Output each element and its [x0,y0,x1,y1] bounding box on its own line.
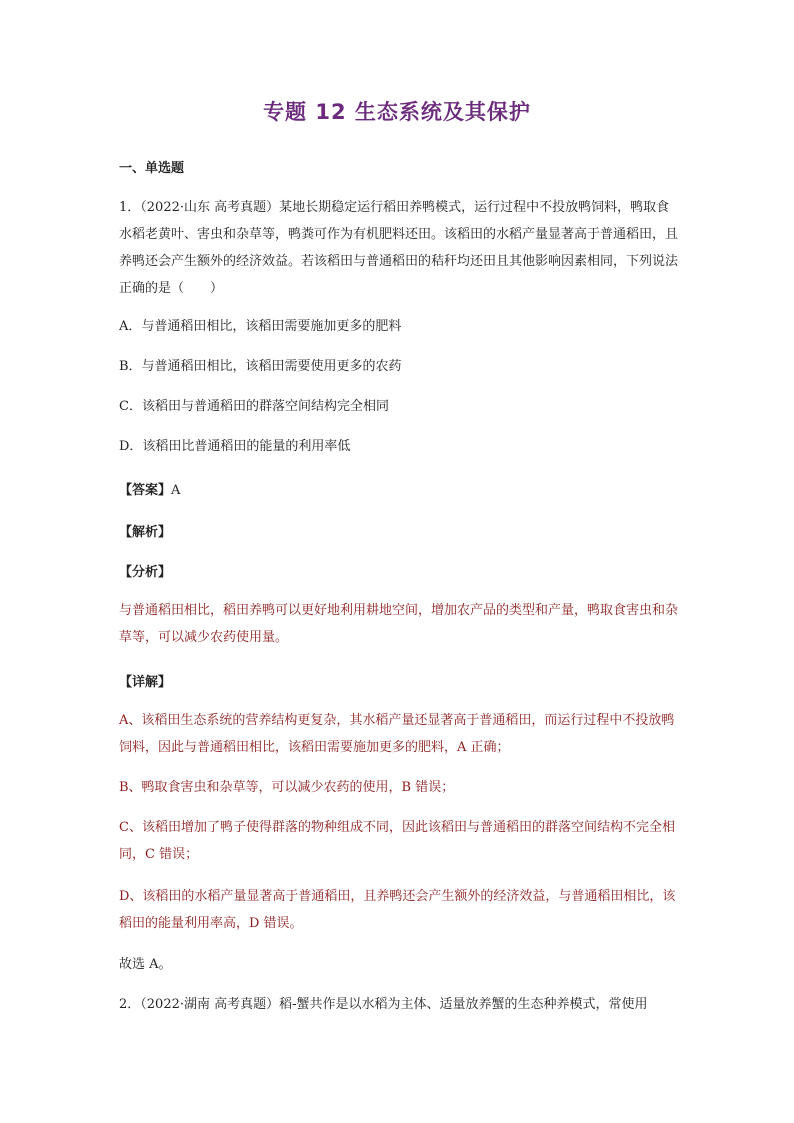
conclusion: 故选 A。 [119,957,172,972]
detail-c: C、该稻田增加了鸭子使得群落的物种组成不同，因此该稻田与普通稻田的群落空间结构不完全相同，C 错误； [119,820,675,862]
analysis-label: 【解析】 [119,525,172,540]
question-2-stem: 2．（2022·湖南 高考真题）稻-蟹共作是以水稻为主体、适量放养蟹的生态种养模式，常使用 [119,997,648,1012]
question-1-stem: 1．（2022·山东 高考真题）某地长期稳定运行稻田养鸭模式，运行过程中不投放鸭饲料，鸭取食水稻老黄叶、害虫和杂草等，鸭粪可作为有机肥料还田。该稻田的水稻产量显著高于普通稻田，且养鸭还会产生额外的经济效益。若该稻田与普通稻田的秸秆均还田且其他影响因素相同，下列说法正确的是（ ） [119,200,679,296]
fenxi-text: 与普通稻田相比，稻田养鸭可以更好地利用耕地空间，增加农产品的类型和产量，鸭取食害虫和杂草等，可以减少农药使用量。 [119,603,679,645]
detail-d: D、该稻田的水稻产量显著高于普通稻田，且养鸭还会产生额外的经济效益，与普通稻田相比，该稻田的能量利用率高，D 错误。 [119,889,676,931]
page-title: 专题 12 生态系统及其保护 [263,100,531,124]
option-d: D．该稻田比普通稻田的能量的利用率低 [119,439,351,454]
detail-a: A、该稻田生态系统的营养结构更复杂，其水稻产量还显著高于普通稻田，而运行过程中不投放鸭饲料，因此与普通稻田相比，该稻田需要施加更多的肥料，A 正确； [119,713,675,755]
option-c: C．该稻田与普通稻田的群落空间结构完全相同 [119,399,389,414]
option-a: A．与普通稻田相比，该稻田需要施加更多的肥料 [119,319,402,334]
answer-line [119,479,180,498]
option-b: B．与普通稻田相比，该稻田需要使用更多的农药 [119,359,402,374]
detail-label: 【详解】 [119,675,172,690]
section-heading: 一、单选题 [119,161,185,176]
fenxi-label: 【分析】 [119,565,172,580]
answer-label: 【答案】 [119,483,172,498]
answer-value: A [171,483,181,498]
detail-b: B、鸭取食害虫和杂草等，可以减少农药的使用，B 错误； [119,780,455,795]
